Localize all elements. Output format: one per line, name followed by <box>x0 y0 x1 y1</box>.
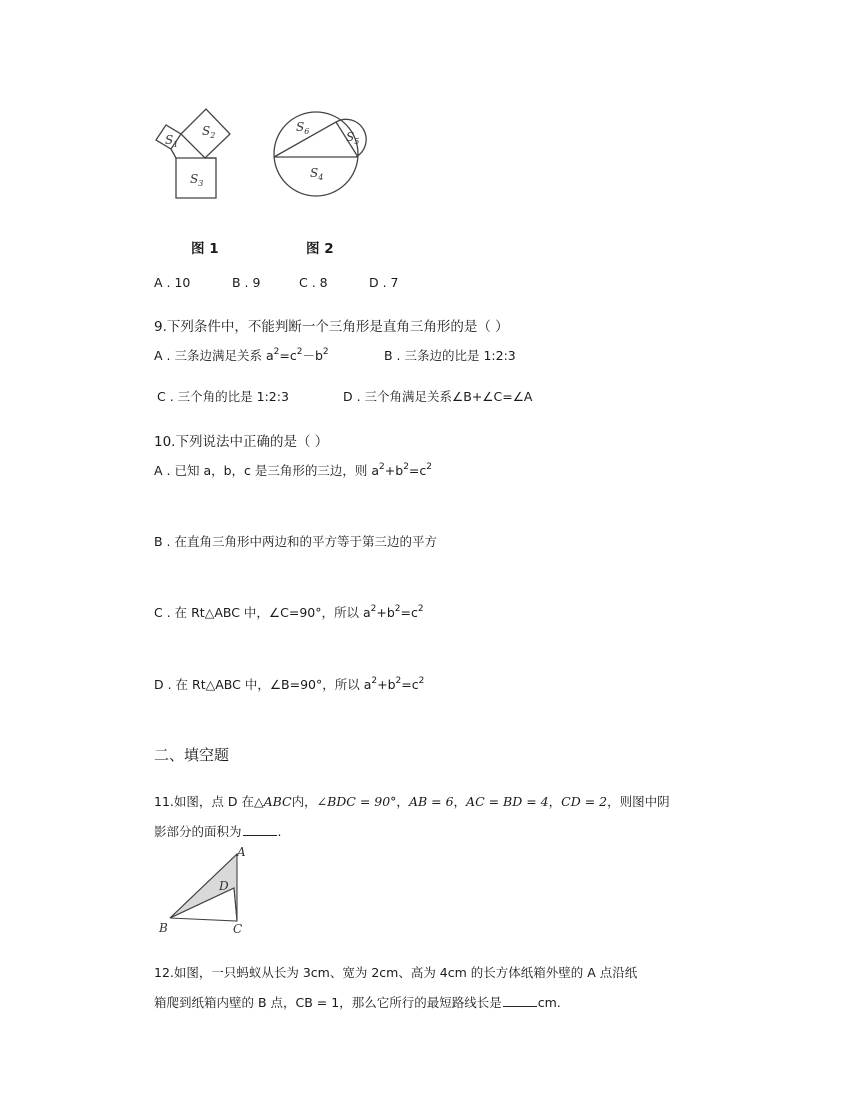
q9-option-a: A . 三条边满足关系 $a^2=c^2-b^2$ <box>154 347 329 363</box>
label-s5: $S_5$ <box>346 130 360 146</box>
q9-option-d: D . 三个角满足关系∠B+∠C=∠A <box>343 389 533 404</box>
answer-blank[interactable] <box>503 994 537 1007</box>
label-s6: $S_6$ <box>296 120 310 136</box>
q11-line-2: 影部分的面积为 . <box>154 824 282 839</box>
answer-blank[interactable] <box>243 823 277 836</box>
figure-1-caption: 图 1 <box>191 241 219 257</box>
q11-triangle-figure <box>155 843 255 935</box>
q8-option-c: C . 8 <box>299 275 328 290</box>
connector-line <box>171 149 176 158</box>
q11-line-1: 11.如图，点 D 在△ABC内，∠BDC = 90°，AB = 6，AC = BD = 4，CD = 2，则图中阴 <box>154 794 670 809</box>
figure-2-semicircles <box>266 100 376 210</box>
q10-option-a: A . 已知 a，b，c 是三角形的三边，则 $a^2+b^2=c^2$ <box>154 462 433 478</box>
label-s2: $S_2$ <box>202 124 216 140</box>
label-a: A <box>237 845 246 859</box>
q8-option-d: D . 7 <box>369 275 399 290</box>
q12-line-2: 箱爬到纸箱内壁的 B 点，CB = 1，那么它所行的最短路线长是 cm. <box>154 995 561 1010</box>
q10-option-c: C . 在 Rt△ABC 中，∠C=90°，所以 $a^2+b^2=c^2$ <box>154 604 424 620</box>
q8-option-a: A . 10 <box>154 275 191 290</box>
q10-option-d: D . 在 Rt△ABC 中，∠B=90°，所以 $a^2+b^2=c^2$ <box>154 676 425 692</box>
q9-stem: 9.下列条件中，不能判断一个三角形是直角三角形的是（ ） <box>154 319 509 335</box>
q10-stem: 10.下列说法中正确的是（ ） <box>154 434 329 450</box>
label-d: D <box>219 879 229 893</box>
figure-2-caption: 图 2 <box>306 241 334 257</box>
q12-line-1: 12.如图，一只蚂蚁从长为 3cm、宽为 2cm、高为 4cm 的长方体纸箱外壁的 A 点沿纸 <box>154 965 638 980</box>
big-circle <box>274 112 358 196</box>
q8-option-b: B . 9 <box>232 275 261 290</box>
figure-1-squares <box>150 100 260 210</box>
q10-option-b: B . 在直角三角形中两边和的平方等于第三边的平方 <box>154 534 437 549</box>
section-title: 二、填空题 <box>154 746 230 764</box>
q9-option-b: B . 三条边的比是 1:2:3 <box>384 348 516 363</box>
label-s3: $S_3$ <box>190 172 204 188</box>
label-s1: $S_1$ <box>165 133 179 149</box>
label-b: B <box>159 921 168 935</box>
label-s4: $S_4$ <box>310 166 324 182</box>
q9-option-c: C . 三个角的比是 1:2:3 <box>157 389 289 404</box>
label-c: C <box>233 922 243 935</box>
